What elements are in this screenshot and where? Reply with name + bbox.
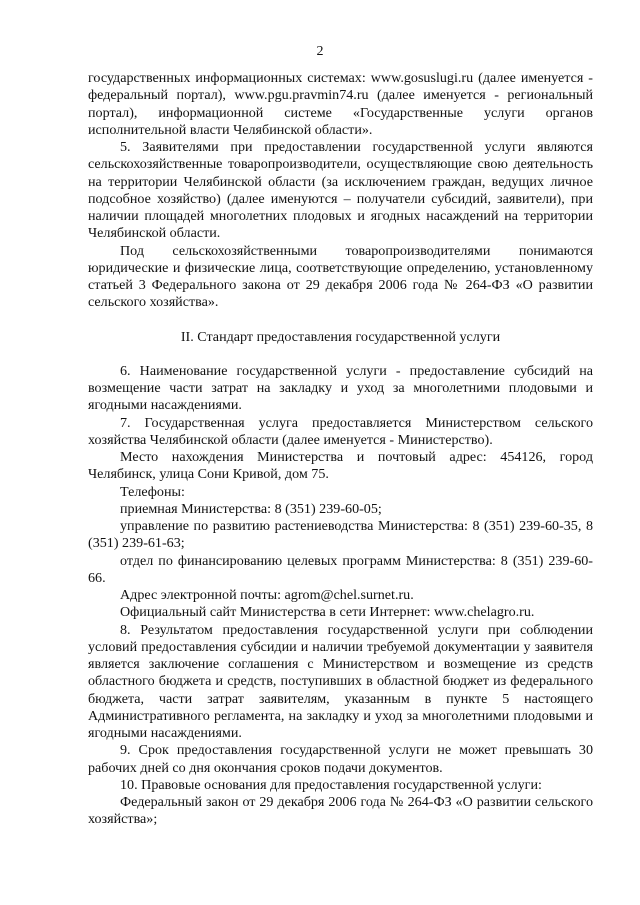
section-heading: II. Стандарт предоставления государственной услуги	[180, 328, 501, 345]
page-number: 2	[316, 44, 324, 59]
paragraph-7-crop-dept-phone: управление по развитию растениеводства Министерства: 8 (351) 239-60-35, 8 (351) 239-61-63;	[88, 518, 593, 552]
paragraph-10-federal-law: Федеральный закон от 29 декабря 2006 года № 264-ФЗ «О развитии сельского хозяйства»;	[88, 794, 593, 828]
document-body	[88, 70, 593, 829]
paragraph-portals: государственных информационных системах: www.gosuslugi.ru (далее именуется - федеральный портал), www.pgu.pravmin74.ru (далее именуется - региональный портал), информационной системе «Государственные услуги органов исполнительной власти Челябинской области».	[88, 70, 593, 138]
paragraph-5-definition: Под сельскохозяйственными товаропроизводителями понимаются юридические и физические лица, соответствующие определению, установленному статьей 3 Федерального закона от 29 декабря 2006 года № 264-ФЗ «О развитии сельского хозяйства».	[88, 242, 593, 311]
paragraph-10: 10. Правовые основания для предоставления государственной услуги:	[120, 776, 542, 793]
paragraph-8: 8. Результатом предоставления государственной услуги при соблюдении условий предоставления субсидии и наличии требуемой документации у заявителя является заключение соглашения с Министерством и возмещение из средств областного бюджета и средств, поступивших в областной бюджет из федерального бюджета, части затрат заявителям, указанным в пункте 5 настоящего Административного регламента, на закладку и уход за многолетними плодовыми и ягодными насаждениями.	[88, 621, 593, 741]
paragraph-7-phones-label: Телефоны:	[120, 483, 185, 500]
paragraph-5: 5. Заявителями при предоставлении государственной услуги являются сельскохозяйственные товаропроизводители, осуществляющие свою деятельность на территории Челябинской области (за исключением граждан, ведущих личное подсобное хозяйство) (далее именуются – получатели субсидий, заявители), при наличии площадей многолетних плодовых и ягодных насаждений на территории Челябинской области.	[88, 139, 593, 242]
paragraph-7-reception-phone: приемная Министерства: 8 (351) 239-60-05;	[120, 500, 382, 517]
paragraph-7-website: Официальный сайт Министерства в сети Интернет: www.chelagro.ru.	[120, 604, 535, 621]
paragraph-7-finance-dept-phone: отдел по финансированию целевых программ Министерства: 8 (351) 239-60-66.	[88, 552, 593, 586]
paragraph-6: 6. Наименование государственной услуги - предоставление субсидий на возмещение части затрат на закладку и уход за многолетними плодовыми и ягодными насаждениями.	[88, 362, 593, 414]
paragraph-9: 9. Срок предоставления государственной услуги не может превышать 30 рабочих дней со дня окончания сроков подачи документов.	[88, 742, 593, 776]
paragraph-7-email: Адрес электронной почты: agrom@chel.surnet.ru.	[120, 587, 414, 603]
paragraph-7-address: Место нахождения Министерства и почтовый адрес: 454126, город Челябинск, улица Сони Кривой, дом 75.	[88, 449, 593, 483]
paragraph-7: 7. Государственная услуга предоставляется Министерством сельского хозяйства Челябинской области (далее именуется - Министерство).	[88, 414, 593, 448]
